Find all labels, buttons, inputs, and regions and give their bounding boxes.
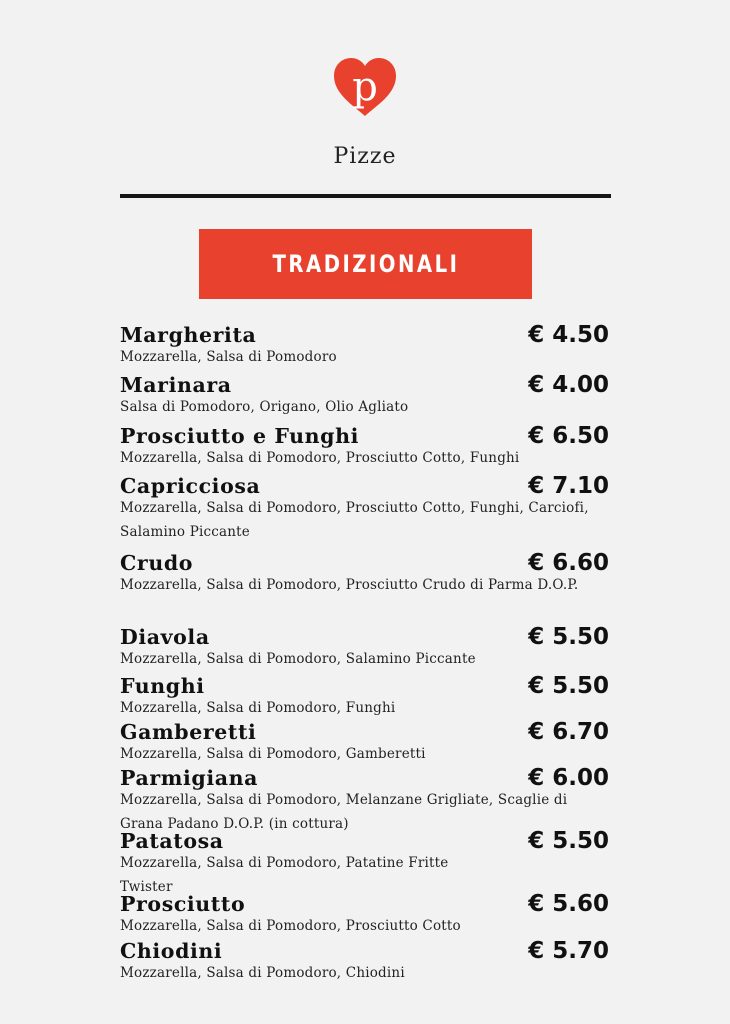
item-price: € 5.50 xyxy=(528,673,609,699)
item-name: Prosciutto e Funghi xyxy=(120,424,359,448)
item-name: Crudo xyxy=(120,551,194,575)
menu-item-crudo xyxy=(120,550,612,597)
item-description: Mozzarella, Salsa di Pomodoro, Prosciutto Cotto xyxy=(120,918,461,934)
item-price: € 5.50 xyxy=(528,624,609,650)
item-name: Patatosa xyxy=(120,829,224,853)
menu-item-parmigiana xyxy=(120,765,612,836)
page-title: Pizze xyxy=(333,144,397,169)
item-name: Margherita xyxy=(120,323,257,347)
menu-item-prosciutto-e-funghi xyxy=(120,423,612,470)
item-name: Funghi xyxy=(120,674,205,698)
item-description: Mozzarella, Salsa di Pomodoro xyxy=(120,349,337,365)
menu-item-gamberetti xyxy=(120,719,612,766)
item-description: Mozzarella, Salsa di Pomodoro, Prosciutto Cotto, Funghi xyxy=(120,450,520,466)
item-description: Mozzarella, Salsa di Pomodoro, Chiodini xyxy=(120,965,405,981)
item-description: Mozzarella, Salsa di Pomodoro, Prosciutto Crudo di Parma D.O.P. xyxy=(120,577,579,593)
menu-item-prosciutto xyxy=(120,891,612,938)
item-price: € 7.10 xyxy=(528,473,609,499)
item-description: Mozzarella, Salsa di Pomodoro, Salamino Piccante xyxy=(120,651,476,667)
item-description: Salsa di Pomodoro, Origano, Olio Agliato xyxy=(120,399,409,415)
svg-text:p: p xyxy=(352,64,378,110)
item-price: € 4.50 xyxy=(528,322,609,348)
menu-item-marinara xyxy=(120,372,612,419)
menu-item-margherita xyxy=(120,322,612,369)
menu-item-patatosa xyxy=(120,828,612,899)
item-price: € 4.00 xyxy=(528,372,609,398)
section-title: TRADIZIONALI xyxy=(272,250,459,278)
menu-item-capricciosa xyxy=(120,473,612,544)
item-description: Mozzarella, Salsa di Pomodoro, Melanzane Grigliate, Scaglie di Grana Padano D.O.P. (in cottura) xyxy=(120,792,568,832)
menu-item-chiodini xyxy=(120,938,612,985)
item-name: Prosciutto xyxy=(120,892,246,916)
item-name: Parmigiana xyxy=(120,766,259,790)
divider xyxy=(120,194,611,198)
menu-item-funghi xyxy=(120,673,612,720)
item-name: Marinara xyxy=(120,373,232,397)
item-name: Chiodini xyxy=(120,939,223,963)
item-price: € 6.70 xyxy=(528,719,609,745)
item-price: € 5.50 xyxy=(528,828,609,854)
section-banner xyxy=(199,229,532,299)
item-price: € 6.50 xyxy=(528,423,609,449)
heart-p-logo-icon xyxy=(332,56,398,118)
menu-item-diavola xyxy=(120,624,612,671)
item-description: Mozzarella, Salsa di Pomodoro, Gamberetti xyxy=(120,746,426,762)
item-name: Diavola xyxy=(120,625,210,649)
item-description: Mozzarella, Salsa di Pomodoro, Funghi xyxy=(120,700,396,716)
item-description: Mozzarella, Salsa di Pomodoro, Patatine Fritte Twister xyxy=(120,855,449,895)
item-description: Mozzarella, Salsa di Pomodoro, Prosciutto Cotto, Funghi, Carciofi, Salamino Piccante xyxy=(120,500,589,540)
item-price: € 6.60 xyxy=(528,550,609,576)
item-name: Gamberetti xyxy=(120,720,257,744)
item-price: € 5.60 xyxy=(528,891,609,917)
item-price: € 5.70 xyxy=(528,938,609,964)
item-price: € 6.00 xyxy=(528,765,609,791)
item-name: Capricciosa xyxy=(120,474,261,498)
